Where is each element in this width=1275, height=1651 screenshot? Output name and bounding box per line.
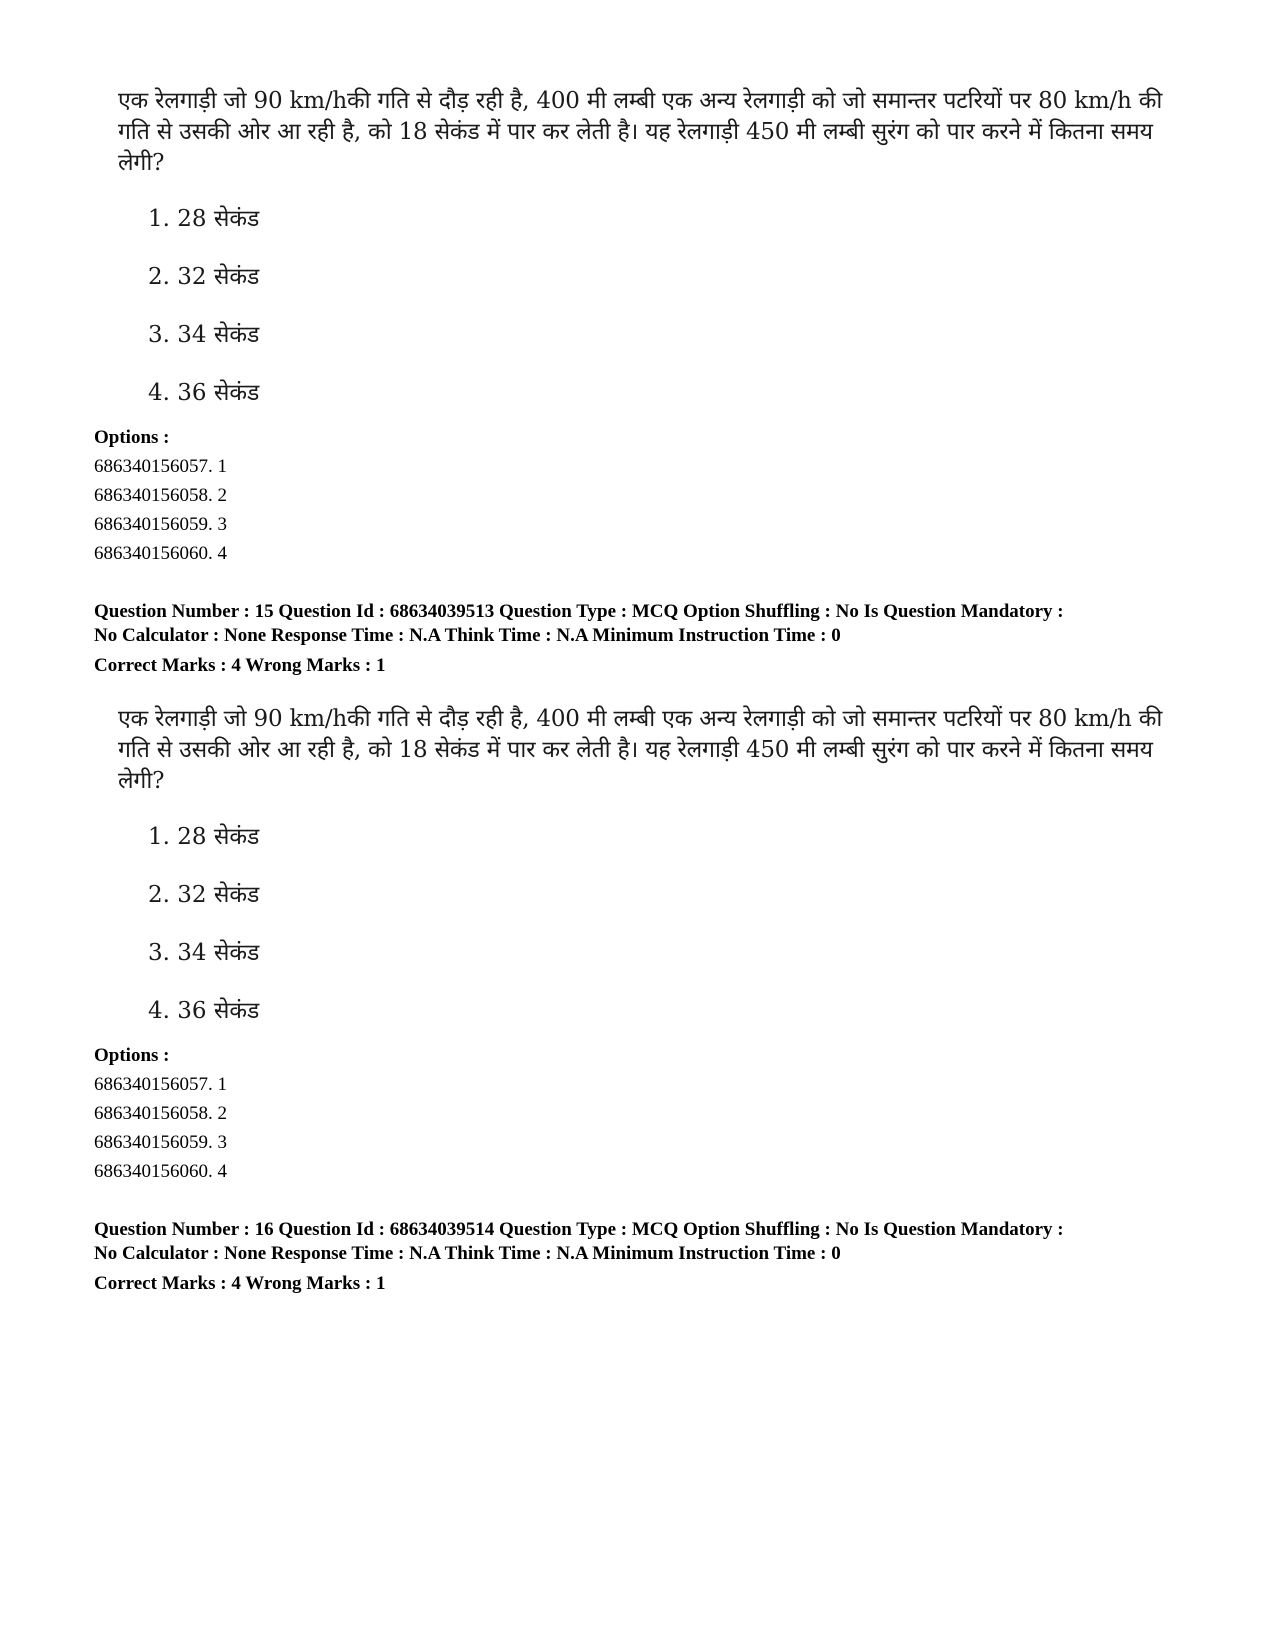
question-options xyxy=(118,817,1198,1049)
question-meta-15 xyxy=(94,600,1194,680)
question-text: एक रेलगाड़ी जो 90 km/hकी गति से दौड़ रही है, 400 मी लम्बी एक अन्य रेलगाड़ी को जो समान्तर पटरियों पर 80 km/h की गति से उसकी ओर आ रही है, को 18 सेकंड में पार कर लेती है। यह रेलगाड़ी 450 मी लम्बी सुरंग को पार करने में कितना समय लेगी? xyxy=(118,706,1163,794)
question-option-4: 4. 36 सेकंड xyxy=(148,380,260,406)
option-id-1: 686340156057. 1 xyxy=(94,456,227,477)
question-meta-line-1: Question Number : 15 Question Id : 68634039513 Question Type : MCQ Option Shuffling : No Is Question Mandatory : xyxy=(94,601,1064,622)
option-id-4: 686340156060. 4 xyxy=(94,543,227,564)
question-option-1: 1. 28 सेकंड xyxy=(148,824,260,850)
question-meta-16 xyxy=(94,1218,1194,1298)
question-meta-line-2: No Calculator : None Response Time : N.A Think Time : N.A Minimum Instruction Time : 0 xyxy=(94,1243,841,1264)
option-id-1: 686340156057. 1 xyxy=(94,1074,227,1095)
question-option-3: 3. 34 सेकंड xyxy=(148,322,260,348)
option-id-3: 686340156059. 3 xyxy=(94,514,227,535)
options-block-1 xyxy=(94,424,1194,568)
option-id-3: 686340156059. 3 xyxy=(94,1132,227,1153)
question-image-1 xyxy=(118,86,1198,431)
question-marks: Correct Marks : 4 Wrong Marks : 1 xyxy=(94,1273,386,1294)
options-heading: Options : xyxy=(94,1045,170,1066)
question-options xyxy=(118,199,1198,431)
question-option-1: 1. 28 सेकंड xyxy=(148,206,260,232)
question-text: एक रेलगाड़ी जो 90 km/hकी गति से दौड़ रही है, 400 मी लम्बी एक अन्य रेलगाड़ी को जो समान्तर पटरियों पर 80 km/h की गति से उसकी ओर आ रही है, को 18 सेकंड में पार कर लेती है। यह रेलगाड़ी 450 मी लम्बी सुरंग को पार करने में कितना समय लेगी? xyxy=(118,88,1163,176)
options-block-2 xyxy=(94,1042,1194,1186)
question-option-2: 2. 32 सेकंड xyxy=(148,264,260,290)
question-meta-line-2: No Calculator : None Response Time : N.A Think Time : N.A Minimum Instruction Time : 0 xyxy=(94,625,841,646)
options-heading: Options : xyxy=(94,427,170,448)
question-option-4: 4. 36 सेकंड xyxy=(148,998,260,1024)
question-image-2 xyxy=(118,704,1198,1049)
question-marks: Correct Marks : 4 Wrong Marks : 1 xyxy=(94,655,386,676)
option-id-2: 686340156058. 2 xyxy=(94,1103,227,1124)
option-id-2: 686340156058. 2 xyxy=(94,485,227,506)
question-option-2: 2. 32 सेकंड xyxy=(148,882,260,908)
question-meta-line-1: Question Number : 16 Question Id : 68634039514 Question Type : MCQ Option Shuffling : No Is Question Mandatory : xyxy=(94,1219,1064,1240)
option-id-4: 686340156060. 4 xyxy=(94,1161,227,1182)
question-option-3: 3. 34 सेकंड xyxy=(148,940,260,966)
